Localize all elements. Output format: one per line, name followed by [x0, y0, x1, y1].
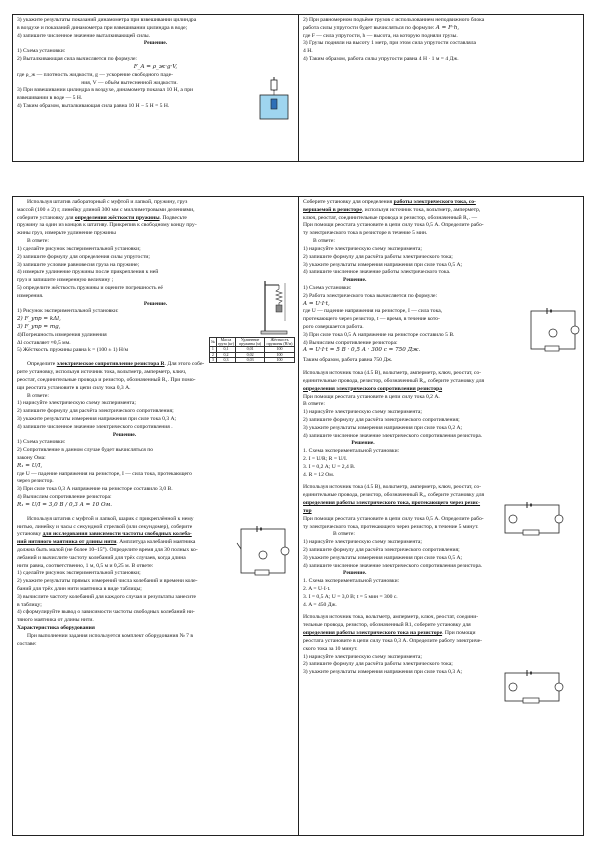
task-item: 1) нарисуйте электрическую схему эксперимента;: [17, 400, 136, 407]
text-line: Используя источник тока (4.5 В), вольтметр, амперметр, ключ, реостат, со-: [303, 484, 482, 491]
text-line: 4 Н.: [303, 48, 313, 55]
task-item: 1) нарисуйте электрическую схему эксперимента;: [303, 653, 422, 660]
table-header: Масса груза (кг): [217, 337, 235, 347]
text-line: ключ, реостат, соединительные провода и резистор, обозначенный R₁. —: [303, 214, 478, 221]
work-circuit-diagram: [525, 303, 581, 355]
text-span: , используя источник тока, вольтметр, амперметр,: [361, 206, 481, 213]
text-line: где U — падение напряжения на резисторе, I — сила тока,: [303, 308, 443, 315]
text-line: [17, 215, 294, 222]
task-item: 3) вычислите частоту колебаний для каждого случая и результаты занесите: [17, 593, 197, 600]
formula: F_A = ρ_ж·g·V,: [133, 63, 178, 70]
task-title: определения жёсткости пружины: [74, 214, 160, 221]
text-line: ту электрического тока, протекающего через резистор, в течение 5 минут.: [303, 523, 479, 530]
text-line: [303, 207, 581, 214]
text-line: 5) Жёсткость пружины равна k = (100 ± 1) Н/м: [17, 347, 129, 354]
text-line: 4) Вычислим сопротивление резистора:: [17, 494, 112, 501]
text-line: 3) При силе тока 0,3 А напряжение на резисторе составило 3,0 В.: [17, 486, 173, 493]
text-line: составе:: [17, 640, 37, 647]
task-item: 5) определите жёсткость пружины и оцените погрешность её: [17, 284, 163, 291]
text-line: 4) Таким образом, работа силы упругости равна 4 Н · 1 м = 4 Дж.: [303, 56, 459, 63]
text-line: 4) Вычислим сопротивление резистора:: [303, 339, 398, 346]
text-line: 3. I = 0,5 А; U = 3,0 В; t = 5 мин = 300 с.: [303, 593, 398, 600]
text-line: в воздухе и показаний динамометра при взвешивании цилиндра в воде;: [17, 24, 188, 31]
text-line: 2) Сопротивление в данном случае будет вычисляться по: [17, 447, 154, 454]
text-line: 1) Схема установки:: [17, 48, 66, 55]
text-line: 1. Схема экспериментальной установки:: [303, 448, 400, 455]
table-cell: 100: [265, 347, 295, 352]
task-item: 2) запишите формулу для расчёта работы электрического тока;: [303, 661, 453, 668]
text-line: жины груз, измерьте удлинение пружины: [17, 230, 116, 237]
task-item: 3) укажите результаты измерения напряжения при силе тока 0,3 А;: [303, 669, 463, 676]
text-line: работа силы упругости будет вычисляться по формуле:: [303, 24, 435, 31]
text-line: 4. R = 12 Ом.: [303, 471, 335, 478]
text-line: должна быть малой (не более 10–15°). Определите время для 30 полных ко-: [17, 546, 198, 553]
task-item: 1) нарисуйте электрическую схему эксперимента;: [303, 409, 422, 416]
text-span: Соберите установку для определения: [303, 199, 393, 205]
text-span: . При помощи: [442, 630, 476, 637]
text-line: единительные провода, резистор, обозначенный R₂, соберите установку для: [303, 492, 485, 499]
task-item: в таблицу;: [17, 601, 42, 608]
task-title: работы электрического тока, со-: [393, 199, 476, 205]
text-line: нити равна, соответственно, 1 м, 0,5 м и 0,25 м. В ответе:: [17, 562, 154, 569]
text-line: При помощи реостата установите в цепи силу тока 0,2 А.: [303, 393, 440, 400]
text-line: 2) Работа электрического тока вычисляется по формуле:: [303, 292, 438, 299]
text-line: 4) запишите численное значение выталкивающей силы.: [17, 32, 150, 39]
text-line: 4. A = 450 Дж.: [303, 601, 337, 608]
text-line: [303, 199, 581, 206]
formula: R₁ = U/I,: [17, 462, 43, 469]
text-line: 2. A = U·I·t.: [303, 586, 331, 592]
text-line: тельные провода, резистор, обозначенный R1, соберите установку для: [303, 622, 471, 629]
task-item: 1) сделайте рисунок экспериментальной установки;: [17, 570, 141, 577]
text-span: . Для этого собе-: [164, 361, 205, 368]
task-item: 3) запишите условие равновесия груза на пружине;: [17, 261, 140, 268]
task-item: тяного маятника от длины нити.: [17, 617, 94, 624]
text-line: ского тока за 10 минут.: [303, 645, 358, 652]
task-title: ний нитяного маятника от длины нити: [17, 539, 117, 546]
text-line: рите установку, используя источник тока, вольтметр, амперметр, ключ,: [17, 369, 187, 376]
task-title: вершаемой в резисторе: [303, 206, 362, 213]
text-line: щи реостата установите в цепи силу тока 0,3 А.: [17, 384, 131, 391]
task-item: 1) нарисуйте электрическую схему эксперимента;: [303, 245, 422, 252]
text-line: взвешивании в воде — 5 Н.: [17, 95, 83, 102]
answer-heading: В ответе:: [303, 401, 325, 408]
solution-heading: Решение.: [143, 40, 168, 47]
table-cell: 2: [210, 352, 217, 357]
task-item: 3) укажите результаты измерения напряжения при силе тока 0,3 А;: [17, 415, 177, 422]
solution-heading: Решение.: [112, 431, 137, 438]
text-line: 1) Рисунок экспериментальной установки:: [17, 308, 119, 315]
text-line: 3) укажите результаты показаний динамометра при взвешивании цилиндра: [17, 17, 197, 23]
text-line: 3) При взвешивании цилиндра в воздухе, динамометр показал 10 Н, а при: [17, 87, 193, 94]
text-line: 2. I = U/R; R = U/I.: [303, 456, 348, 462]
task-item: 3) укажите результаты измерения напряжения при силе тока 0,2 А;: [303, 424, 463, 431]
task-item: 2) запишите формулу для определения силы упругости;: [17, 253, 150, 260]
task-item: 4) запишите численное значение электрического сопротивления резистора.: [303, 562, 483, 569]
formula: A = U·I·t = 5 В · 0,5 А · 300 с = 750 Дж.: [303, 347, 421, 354]
formula: R₁ = U/I = 3,0 В / 0,3 А = 10 Ом.: [17, 501, 113, 508]
task-item: груз и запишите измеренную величину ;: [17, 277, 114, 284]
table-cell: 100: [265, 352, 295, 357]
text-line: 1. Схема экспериментальной установки:: [303, 578, 400, 585]
answer-heading: В ответе:: [27, 238, 49, 245]
dynamometer-in-water-figure: [257, 77, 291, 121]
text-line: 4)Погрешность измерения удлинения: [17, 331, 107, 338]
text-line: [303, 25, 581, 32]
task-item: 1) нарисуйте электрическую схему эксперимента;: [303, 539, 422, 546]
formula: 2) F_упр = kΔl,: [17, 316, 61, 323]
formula: A = F·h,: [435, 24, 460, 31]
table-cell: 100: [265, 357, 295, 362]
right-column: [299, 197, 584, 835]
task-title: тор: [303, 507, 312, 514]
main-block: [12, 196, 584, 836]
text-line: протекающего через резистор, t — время, в течение кото-: [303, 316, 440, 323]
text-line: Δl составляет ≈0,5 мм.: [17, 339, 71, 346]
top-right-cell: [299, 15, 584, 161]
left-column: [13, 197, 298, 835]
text-line: единительные провода, резистор, обозначенный R₂, соберите установку для: [303, 377, 485, 384]
task-item: баний для трёх длин нити маятника в виде таблицы;: [17, 586, 142, 592]
text-line: 1) Схема установки:: [17, 439, 66, 446]
table-cell: 0,1: [216, 347, 235, 352]
text-line: пружину за один из концов к штативу. Прикрепив к свободному концу пру-: [17, 222, 197, 229]
spring-results-table: [209, 337, 295, 363]
task-item: 2) запишите формулу для расчёта электрического сопротивления;: [303, 546, 460, 553]
solution-heading: Решение.: [343, 277, 367, 284]
work2-circuit-diagram: [499, 667, 565, 707]
text-line: лебаний и вычислите частоту колебаний для трёх случаев, когда длина: [17, 554, 186, 561]
text-line: Используя источник тока, вольтметр, амперметр, ключ, реостат, соедини-: [303, 614, 479, 621]
table-cell: 0,3: [216, 357, 235, 362]
text-span: Определите: [27, 361, 56, 368]
text-line: через резистор.: [17, 478, 54, 485]
table-cell: 0,01: [236, 347, 265, 352]
text-line: При помощи реостата установите в цепи силу тока 0,5 А. Определите рабо-: [303, 515, 484, 522]
table-header: Удлинение пружины (м): [236, 338, 265, 347]
text-line: 2) При равномерном подъёме грузов с использованием неподвижного блока: [303, 17, 485, 23]
table-cell: 0,02: [236, 352, 265, 357]
section-heading: Характеристика оборудования: [17, 625, 95, 632]
text-line: Используя штатив лабораторный с муфтой и лапкой, пружину, груз: [27, 199, 188, 205]
task-title: определения электрического сопротивления резистора: [303, 385, 443, 392]
text-line: Используя источник тока (4.5 В), вольтметр, амперметр, ключ, реостат, со-: [303, 370, 482, 377]
text-line: ния, V — объём вытесненной жидкости.: [81, 79, 178, 86]
text-line: 1) Схема установки:: [303, 284, 352, 291]
solution-heading: Решение.: [343, 570, 367, 577]
text-line: реостата установите в цепи силу тока 0,3 А. Определите работу электриче-: [303, 637, 483, 644]
resistance-circuit-diagram: [235, 519, 293, 581]
table-cell: 0,2: [216, 352, 235, 357]
top-left-cell: [13, 15, 298, 161]
task-title: определения работы электрического тока, протекающего через резис-: [303, 500, 481, 507]
task-title: для исследования зависимости частоты свободных колеба-: [42, 531, 192, 538]
formula: A = U·I·t,: [303, 300, 330, 307]
table-cell: 0,03: [236, 357, 265, 362]
formula: 3) F_упр = mg,: [17, 324, 61, 330]
text-line: Используя штатив с муфтой и лапкой, шарик с прикреплённой к нему: [27, 515, 194, 522]
text-line: Таким образом, работа равна 750 Дж.: [303, 357, 393, 364]
task-item: 3) укажите результаты измерения напряжения при силе тока 0,5 А;: [303, 554, 463, 561]
task-item: 2) запишите формулу для расчёта электрического сопротивления;: [303, 416, 460, 423]
text-line: При выполнении задания используется комплект оборудования № 7 в: [27, 632, 194, 639]
text-line: 3) При силе тока 0,5 А напряжение на резисторе составило 5 В.: [303, 331, 455, 338]
text-line: 2) Выталкивающая сила вычисляется по формуле:: [17, 56, 137, 63]
table-row: [210, 357, 295, 362]
text-span: . Подвесьте: [159, 214, 187, 221]
task-item: 4) запишите численное значение работы электрического тока.: [303, 269, 451, 276]
task-item: 4) сформулируйте вывод о зависимости частоты свободных колебаний ни-: [17, 609, 195, 616]
task-item: 4) запишите численное значение электрического сопротивления .: [17, 423, 173, 430]
resistance2-circuit-diagram: [499, 499, 565, 539]
text-line: нитью, линейку и часы с секундной стрелкой (или секундомер), соберите: [17, 523, 193, 530]
table-header: Жёсткость пружины (Н/м): [266, 337, 293, 347]
text-line: где F — сила упругости, h — высота, на которую подняли грузы.: [303, 32, 458, 39]
text-line: где U — падение напряжения на резисторе, I — сила тока, протекающего: [17, 470, 192, 477]
task-item: 2) запишите формулу для расчёта работы электрического тока;: [303, 253, 453, 260]
text-span: соберите установку для: [17, 214, 74, 221]
task-item: 4) измерьте удлинение пружины после прикрепления к ней: [17, 269, 159, 276]
table-cell: 3: [210, 357, 217, 362]
text-line: массой (100 ± 2) г, линейку длиной 300 мм с миллиметровыми делениями,: [17, 206, 195, 213]
table-header: №: [210, 338, 217, 347]
spring-on-stand-figure: [257, 277, 293, 335]
text-line: 3) Грузы подняли на высоту 1 метр, при этом сила упругости составляла: [303, 40, 476, 47]
text-line: закону Ома:: [17, 455, 46, 461]
task-item: 3) укажите результаты измерения напряжения при силе тока 0,5 А;: [303, 261, 463, 268]
task-item: 1) сделайте рисунок экспериментальной установки;: [17, 245, 141, 252]
task-title: электрическое сопротивление резистора R: [56, 361, 165, 368]
text-line: где ρ_ж — плотность жидкости, g — ускорение свободного паде-: [17, 71, 174, 78]
text-line: рого совершается работа.: [303, 324, 364, 330]
text-line: реостат, соединительные провода и резистор, обозначенный R₁. При помо-: [17, 376, 196, 383]
text-line: При помощи реостата установите в цепи силу тока 0,5 А. Определите рабо-: [303, 222, 484, 229]
answer-heading: В ответе:: [27, 392, 49, 399]
task-item: 2) укажите результаты прямых измерений числа колебаний и времени коле-: [17, 578, 198, 585]
task-item: 4) запишите численное значение электрического сопротивления резистора.: [303, 432, 483, 439]
text-line: 3. I = 0,2 А; U = 2,4 В.: [303, 463, 356, 470]
answer-heading: В ответе:: [333, 531, 355, 538]
table-cell: 1: [210, 347, 217, 352]
task-title: определения работы электрического тока на резисторе: [303, 630, 443, 637]
task-item: 2) запишите формулу для расчёта электрического сопротивления;: [17, 408, 174, 415]
answer-heading: В ответе:: [313, 238, 335, 245]
text-span: . Амплитуда колебаний маятника: [116, 539, 196, 546]
text-line: ту электрического тока в резисторе в течение 5 мин.: [303, 230, 428, 237]
top-block: [12, 14, 584, 162]
text-line: 4) Таким образом, выталкивающая сила равна 10 Н − 5 Н = 5 Н.: [17, 102, 170, 109]
solution-heading: Решение.: [143, 300, 168, 307]
text-line: [303, 630, 581, 637]
solution-heading: Решение.: [351, 440, 375, 447]
text-span: установку: [17, 531, 42, 538]
task-item: измерения.: [17, 292, 44, 299]
